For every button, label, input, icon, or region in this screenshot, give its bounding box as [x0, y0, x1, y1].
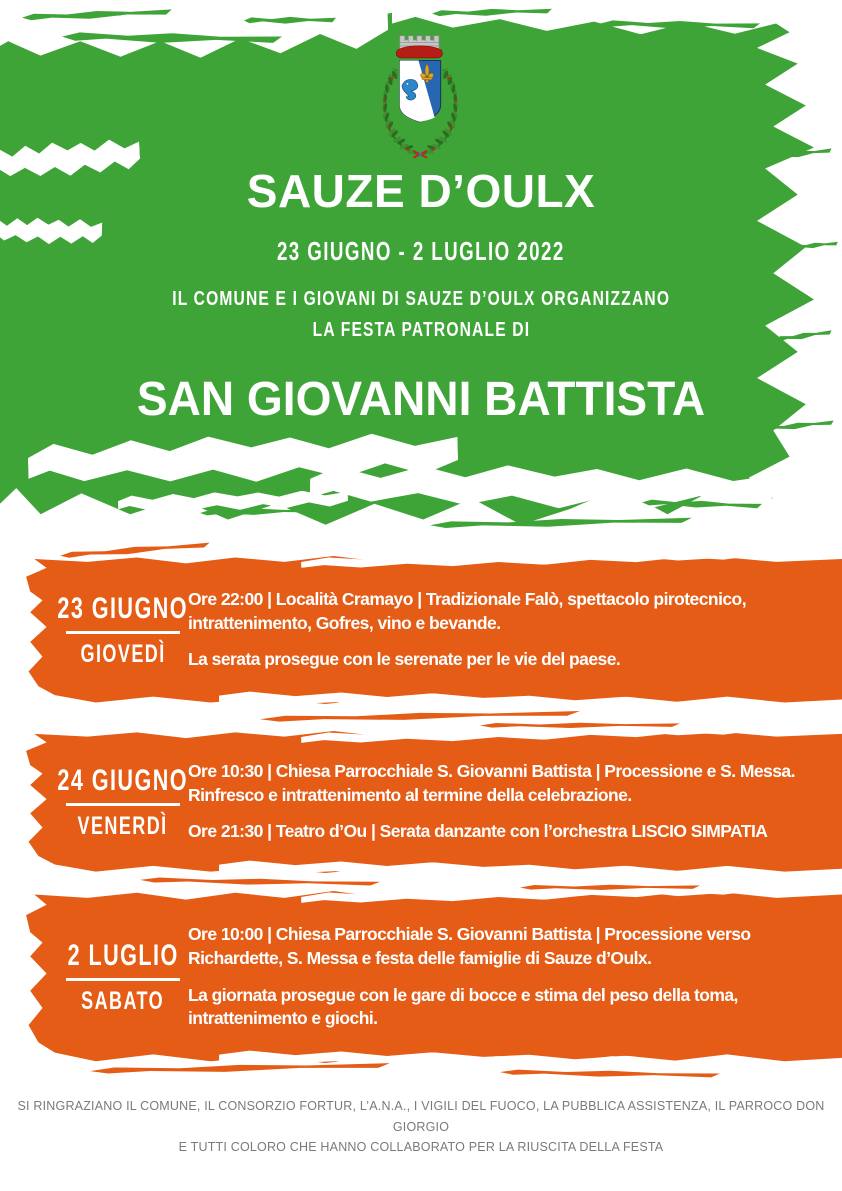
- event-date-block: [44, 556, 202, 704]
- event-date: 2 LUGLIO: [67, 938, 179, 972]
- paint-spatter: [90, 1061, 390, 1075]
- event-detail-line: La serata prosegue con le serenate per le vie del paese.: [188, 649, 621, 670]
- date-underline: [66, 803, 180, 806]
- event-detail-line: Ore 21:30 | Teatro d’Ou | Serata danzante con l’orchestra LISCIO SIMPATIA: [188, 821, 768, 842]
- event-detail-line: Ore 22:00 | Località Cramayo | Tradizionale Falò, spettacolo pirotecnico, intrattenimento, Gofres, vino e bevande.: [188, 588, 747, 633]
- event-detail-line: La giornata prosegue con le gare di bocce e stima del peso della toma, intrattenimento e giochi.: [188, 984, 738, 1029]
- mural-crown: [396, 36, 442, 58]
- paint-spatter: [430, 516, 692, 531]
- organizer-line: IL COMUNE E I GIOVANI DI SAUZE D’OULX ORGANIZZANO: [172, 288, 670, 310]
- event-section-24-giugno: [22, 731, 842, 873]
- paint-spatter: [140, 876, 380, 888]
- event-details: [188, 556, 834, 704]
- festival-name: SAN GIOVANNI BATTISTA: [136, 373, 706, 426]
- event-details: [188, 731, 834, 873]
- header-section: [0, 0, 842, 540]
- event-date-block: [44, 891, 202, 1063]
- acknowledgements-line: SI RINGRAZIANO IL COMUNE, IL CONSORZIO FORTUR, L’A.N.A., I VIGILI DEL FUOCO, LA PUBBLICA ASSISTENZA, IL PARROCO DON GIORGIO: [17, 1099, 825, 1134]
- event-weekday: VENERDÌ: [77, 811, 169, 840]
- organizer-line: LA FESTA PATRONALE DI: [312, 319, 530, 341]
- paint-spatter: [260, 709, 580, 724]
- event-date-block: [44, 731, 202, 873]
- date-underline: [66, 631, 180, 634]
- acknowledgements: [0, 1096, 842, 1158]
- event-weekday: GIOVEDÌ: [80, 639, 166, 668]
- event-detail-line: Ore 10:00 | Chiesa Parrocchiale S. Giovanni Battista | Processione verso Richardette, S. Messa e festa delle famiglie di Sauze d’Oulx.: [188, 923, 751, 968]
- event-weekday: SABATO: [81, 986, 165, 1015]
- festival-date-range: 23 GIUGNO - 2 LUGLIO 2022: [277, 236, 565, 266]
- poster-title: SAUZE D’OULX: [246, 165, 596, 217]
- coat-of-arms-icon: [369, 34, 471, 162]
- date-underline: [66, 978, 180, 981]
- event-section-23-giugno: [22, 556, 842, 704]
- event-section-2-luglio: [22, 891, 842, 1063]
- event-detail-line: Ore 10:30 | Chiesa Parrocchiale S. Giovanni Battista | Processione e S. Messa. Rinfresco e intrattenimento al termine della celebrazione.: [188, 760, 795, 805]
- event-details: [188, 891, 834, 1063]
- shield: [400, 60, 441, 121]
- acknowledgements-line: E TUTTI COLORO CHE HANNO COLLABORATO PER LA RIUSCITA DELLA FESTA: [178, 1140, 664, 1155]
- event-date: 23 GIUGNO: [57, 591, 189, 625]
- event-date: 24 GIUGNO: [57, 763, 189, 797]
